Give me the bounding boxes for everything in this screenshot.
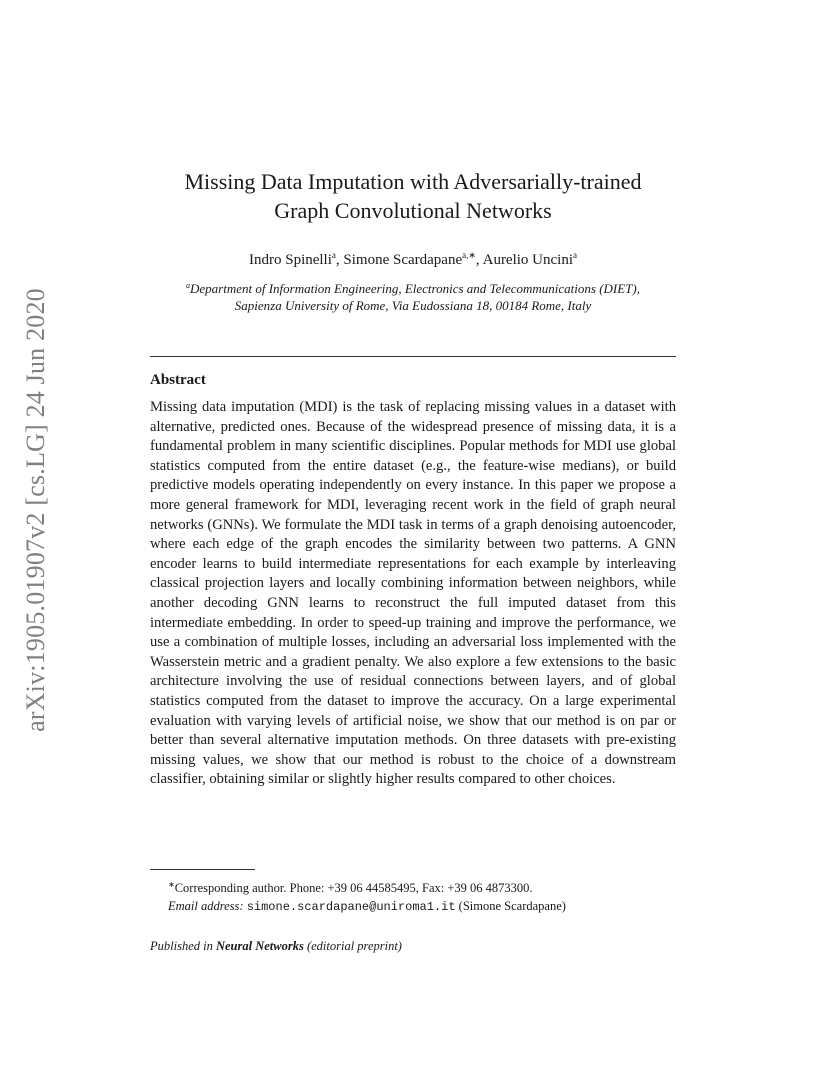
email-owner: (Simone Scardapane) xyxy=(458,899,566,913)
affiliation-line-2: Sapienza University of Rome, Via Eudossiana 18, 00184 Rome, Italy xyxy=(234,298,592,313)
author-affiliation-mark: a,∗ xyxy=(462,250,476,260)
affiliation xyxy=(140,277,686,314)
author-affiliation-mark: a xyxy=(331,250,336,260)
title-line-2: Graph Convolutional Networks xyxy=(274,198,552,223)
published-suffix: (editorial preprint) xyxy=(306,939,402,953)
author-name: Indro Spinelli xyxy=(248,252,332,268)
title-line-1: Missing Data Imputation with Adversarially-trained xyxy=(184,169,642,194)
abstract-text: Missing data imputation (MDI) is the task of replacing missing values in a dataset with alternative, predicted ones. Because of the widespread presence of missing data, it is a fundamental problem in many scientific disciplines. Popular methods for MDI use global statistics computed from the entire dataset (e.g., the feature-wise medians), or build predictive models operating independently on every instance. In this paper we propose a more general framework for MDI, leveraging recent work in the field of graph neural networks (GNNs). We formulate the MDI task in terms of a graph denoising autoencoder, where each edge of the graph encodes the similarity between two patterns. A GNN encoder learns to build intermediate representations for each example by interleaving classical projection layers and locally combining information between neighbors, while another decoding GNN learns to reconstruct the full imputed dataset from this intermediate embedding. In order to speed-up training and improve the performance, we use a combination of multiple losses, including an adversarial loss implemented with the Wasserstein metric and a gradient penalty. We also explore a few extensions to the basic architecture involving the use of residual connections between layers, and of global statistics computed from the dataset to improve the accuracy. On a large experimental evaluation with varying levels of artificial noise, we show that our method is on par or better than several alternative imputation methods. On three datasets with pre-existing missing values, we show that our method is robust to the choice of a downstream classifier, obtaining similar or slightly higher results compared to other choices. xyxy=(150,399,676,788)
footnote-corresponding: ∗Corresponding author. Phone: +39 06 44585495, Fax: +39 06 4873300. xyxy=(168,880,533,895)
paper-title xyxy=(150,167,676,225)
footnote-mark: ∗ xyxy=(168,880,175,889)
header-rule xyxy=(150,356,676,357)
arxiv-identifier-stamp: arXiv:1905.01907v2 [cs.LG] 24 Jun 2020 xyxy=(21,288,50,732)
footnote-rule xyxy=(150,869,255,870)
affiliation-mark: a xyxy=(185,281,190,290)
author-name: Aurelio Uncini xyxy=(482,252,574,268)
author-affiliation-mark: a xyxy=(573,250,578,260)
email-address[interactable]: simone.scardapane@uniroma1.it xyxy=(246,900,456,914)
footnote-email xyxy=(150,897,676,916)
email-label: Email address: xyxy=(168,899,244,913)
published-prefix: Published in xyxy=(150,939,213,953)
author-list: Indro Spinelli$^a$, Simone Scardapane$^{a,∗}$, Aurelio Uncini$^a$ xyxy=(248,250,578,268)
abstract-heading: Abstract xyxy=(150,372,206,388)
affiliation-line-1: $^a$Department of Information Engineering, Electronics and Telecommunications (DIET), xyxy=(185,281,640,296)
publication-note xyxy=(150,937,402,955)
journal-name: Neural Networks xyxy=(215,939,304,953)
author-name: Simone Scardapane xyxy=(343,252,463,268)
footnote xyxy=(150,876,676,916)
